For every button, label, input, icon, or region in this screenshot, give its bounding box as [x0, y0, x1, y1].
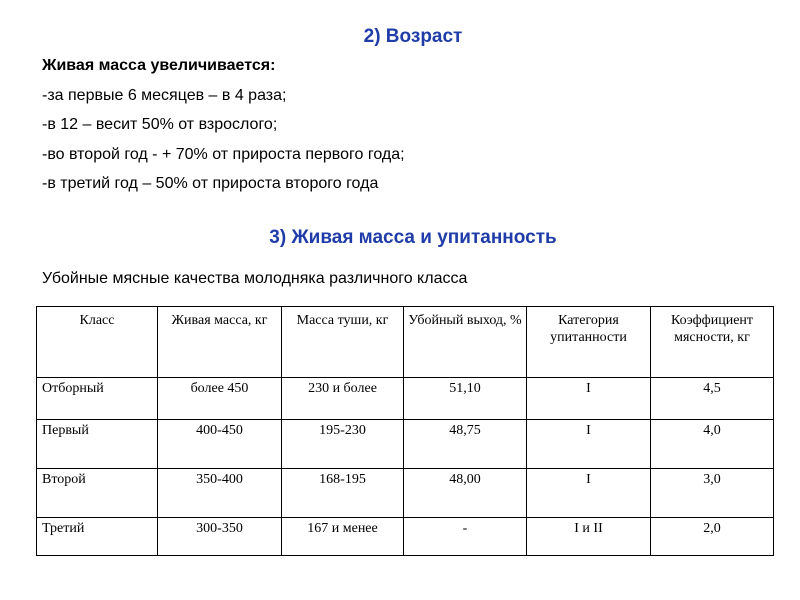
- cell: 4,0: [651, 420, 774, 469]
- cell: 350-400: [158, 469, 282, 518]
- cell: 300-350: [158, 518, 282, 556]
- cell: 48,00: [404, 469, 527, 518]
- table-caption: Убойные мясные качества молодняка различного класса: [42, 270, 468, 287]
- header-live-weight: Живая масса, кг: [158, 307, 282, 378]
- cell: Третий: [37, 518, 158, 556]
- cell: 3,0: [651, 469, 774, 518]
- header-fatness-category: Категория упитанности: [527, 307, 651, 378]
- cell: I: [527, 420, 651, 469]
- list-item: -во второй год - + 70% от прироста первого года;: [42, 146, 405, 163]
- list-item: -за первые 6 месяцев – в 4 раза;: [42, 87, 287, 104]
- cell: -: [404, 518, 527, 556]
- header-slaughter-yield: Убойный выход, %: [404, 307, 527, 378]
- cell: I: [527, 378, 651, 420]
- cell: I и II: [527, 518, 651, 556]
- cell: 2,0: [651, 518, 774, 556]
- cell: более 450: [158, 378, 282, 420]
- table-row: [37, 378, 774, 420]
- section-title-age: 2) Возраст: [363, 26, 463, 47]
- cell: Отборный: [37, 378, 158, 420]
- header-meat-coefficient: Коэффициент мясности, кг: [651, 307, 774, 378]
- list-item: -в третий год – 50% от прироста второго года: [42, 175, 379, 192]
- cell: 167 и менее: [282, 518, 404, 556]
- table-header-row: [37, 307, 774, 378]
- cell: I: [527, 469, 651, 518]
- cell: 230 и более: [282, 378, 404, 420]
- section-title-mass: 3) Живая масса и упитанность: [269, 227, 557, 248]
- list-item: -в 12 – весит 50% от взрослого;: [42, 116, 278, 133]
- table-row: [37, 469, 774, 518]
- header-carcass-weight: Масса туши, кг: [282, 307, 404, 378]
- table-row: [37, 518, 774, 556]
- cell: 195-230: [282, 420, 404, 469]
- cell: Второй: [37, 469, 158, 518]
- slaughter-quality-table: [36, 306, 774, 556]
- cell: 168-195: [282, 469, 404, 518]
- table-row: [37, 420, 774, 469]
- cell: 48,75: [404, 420, 527, 469]
- cell: Первый: [37, 420, 158, 469]
- cell: 4,5: [651, 378, 774, 420]
- cell: 51,10: [404, 378, 527, 420]
- cell: 400-450: [158, 420, 282, 469]
- intro-text: Живая масса увеличивается:: [42, 57, 276, 74]
- header-class: Класс: [37, 307, 158, 378]
